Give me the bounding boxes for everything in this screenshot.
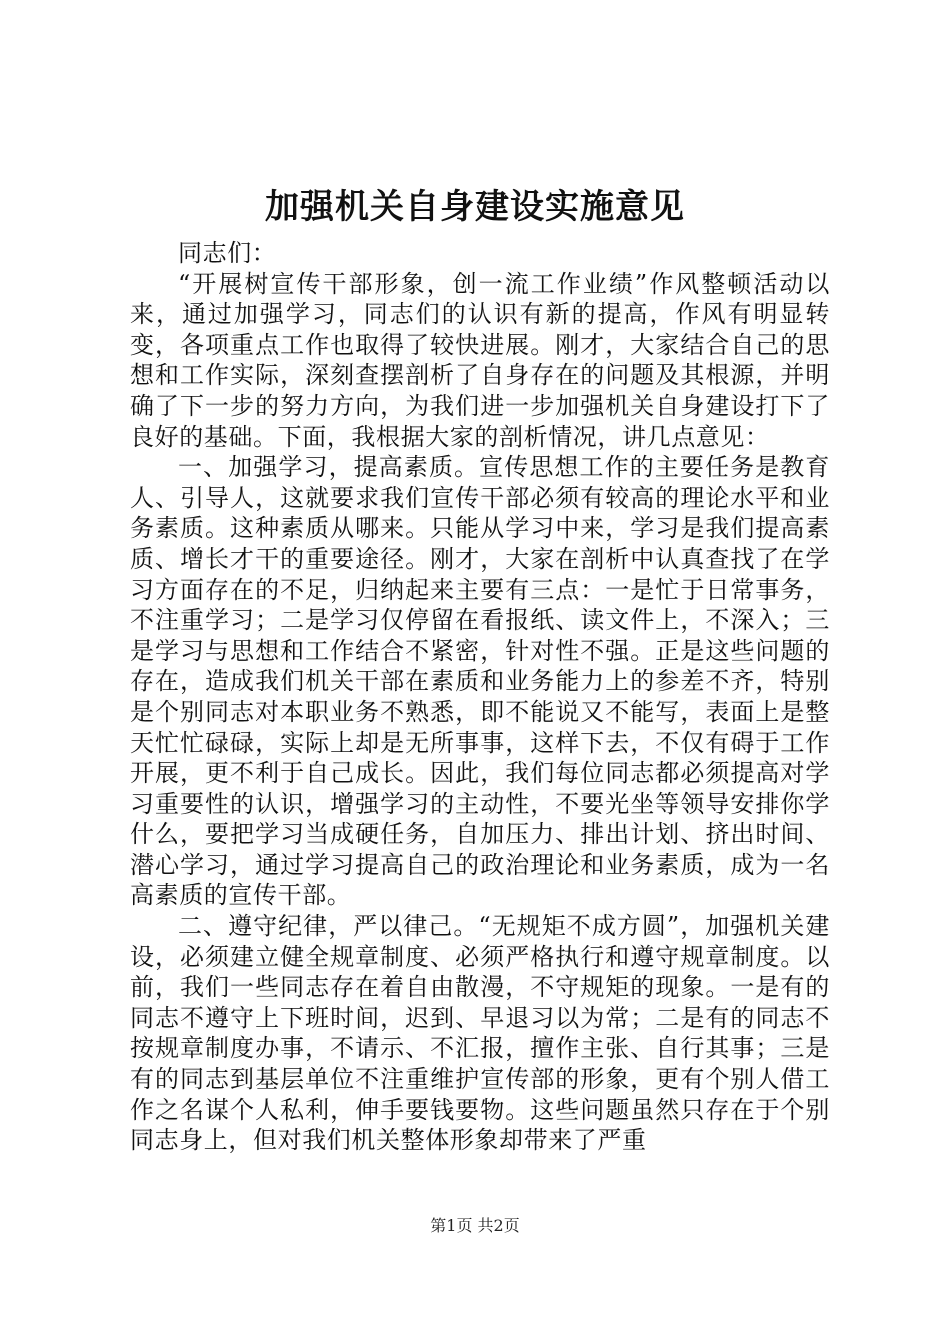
paragraph-section-2: 二、遵守纪律，严以律己。“无规矩不成方圆”，加强机关建设，必须建立健全规章制度、必须严格执行和遵守规章制度。以前，我们一些同志存在着自由散漫，不守规矩的现象。一是有的同志不遵守上下班时间，迟到、早退习以为常；二是有的同志不按规章制度办事，不请示、不汇报，擅作主张、自行其事；三是有的同志到基层单位不注重维护宣传部的形象，更有个别人借工作之名谋个人私利，伸手要钱要物。这些问题虽然只存在于个别同志身上，但对我们机关整体形象却带来了严重 [130,912,830,1155]
page-footer: 第1页 共2页 [430,1216,520,1235]
salutation: 同志们： [178,239,277,267]
document-title: 加强机关自身建设实施意见 [265,187,685,227]
paragraph-section-1: 一、加强学习，提高素质。宣传思想工作的主要任务是教育人、引导人，这就要求我们宣传干部必须有较高的理论水平和业务素质。这种素质从哪来。只能从学习中来，学习是我们提高素质、增长才干的重要途径。刚才，大家在剖析中认真查找了在学习方面存在的不足，归纳起来主要有三点：一是忙于日常事务，不注重学习；二是学习仅停留在看报纸、读文件上，不深入；三是学习与思想和工作结合不紧密，针对性不强。正是这些问题的存在，造成我们机关干部在素质和业务能力上的参差不齐，特别是个别同志对本职业务不熟悉，即不能说又不能写，表面上是整天忙忙碌碌，实际上却是无所事事，这样下去，不仅有碍于工作开展，更不利于自己成长。因此，我们每位同志都必须提高对学习重要性的认识，增强学习的主动性，不要光坐等领导安排你学什么，要把学习当成硬任务，自加压力、排出计划、挤出时间、潜心学习，通过学习提高自己的政治理论和业务素质，成为一名高素质的宣传干部。 [130,453,830,910]
paragraph-intro: “开展树宣传干部形象，创一流工作业绩”作风整顿活动以来，通过加强学习，同志们的认识有新的提高，作风有明显转变，各项重点工作也取得了较快进展。刚才，大家结合自己的思想和工作实际，深刻查摆剖析了自身存在的问题及其根源，并明确了下一步的努力方向，为我们进一步加强机关自身建设打下了良好的基础。下面，我根据大家的剖析情况，讲几点意见： [130,269,830,451]
document-body [130,238,830,1156]
